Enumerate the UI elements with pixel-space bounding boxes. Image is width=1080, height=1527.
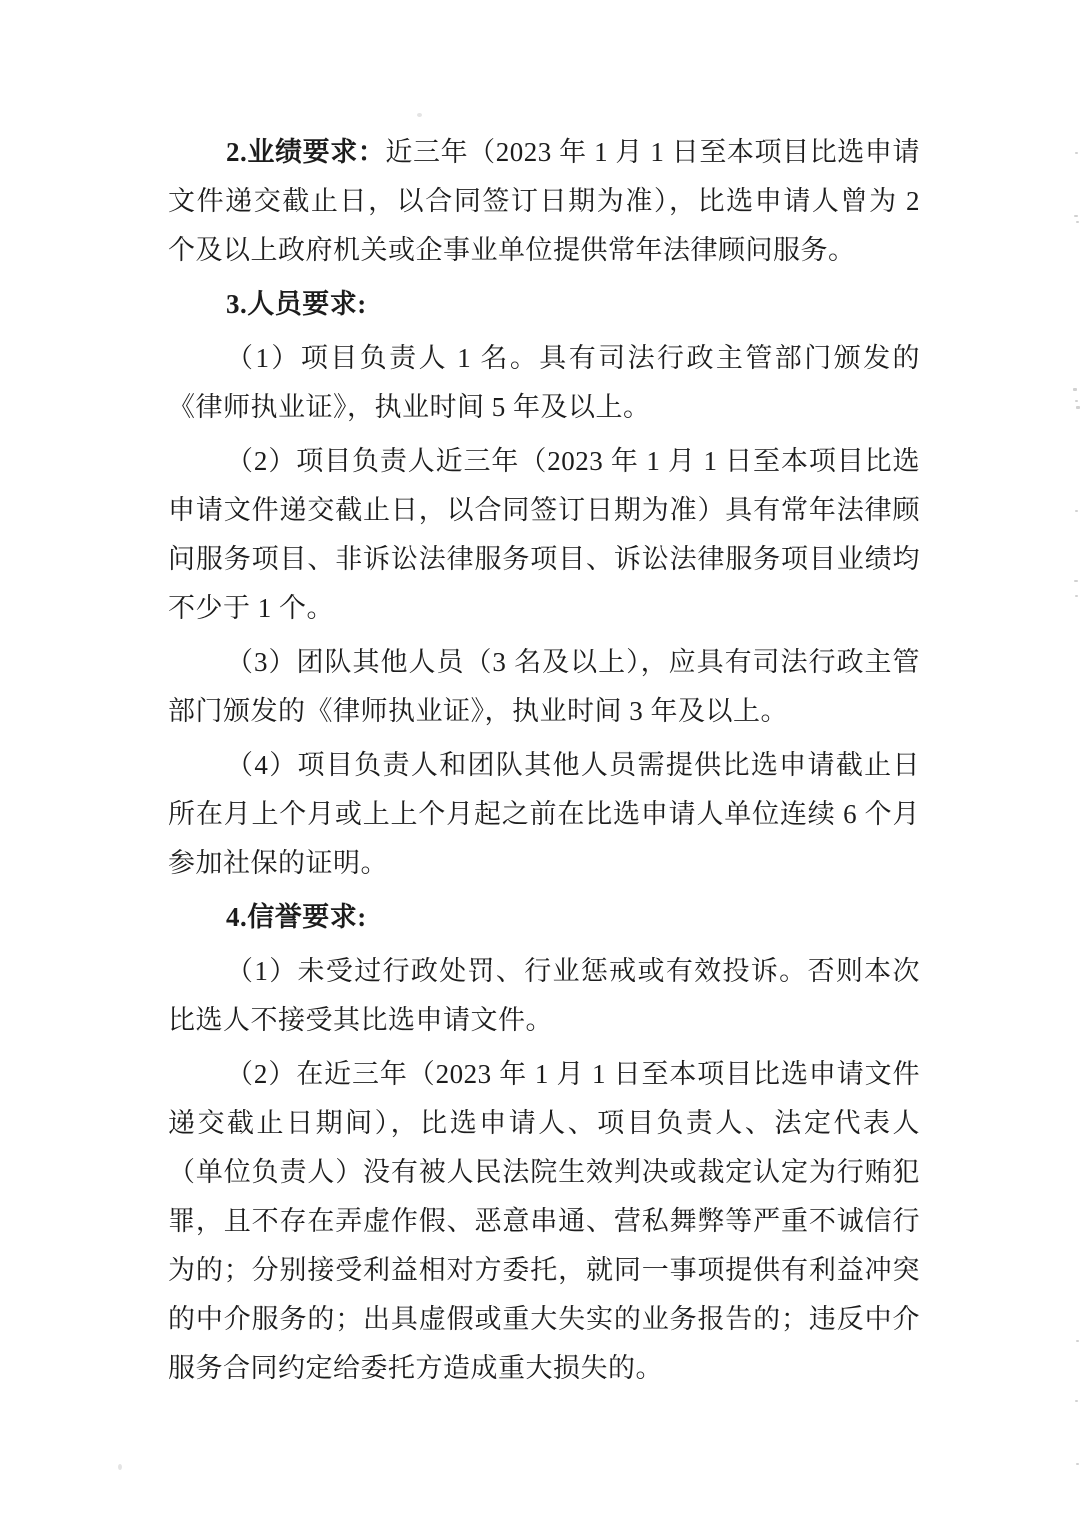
scan-speck (1073, 388, 1077, 391)
clause-credit-2-text: （2）在近三年（2023 年 1 月 1 日至本项目比选申请文件递交截止日期间），比选申请人、项目负责人、法定代表人（单位负责人）没有被人民法院生效判决或裁定认定为行贿犯罪，且不存在弄虚作假、恶意串通、营私舞弊等严重不诚信行为的；分别接受利益相对方委托，就同一事项提供有利益冲突的中介服务的；出具虚假或重大失实的业务报告的；违反中介服务合同约定给委托方造成重大损失的。 (168, 1059, 920, 1383)
clause-personnel-4-text: （4）项目负责人和团队其他人员需提供比选申请截止日所在月上个月或上上个月起之前在比选申请人单位连续 6 个月参加社保的证明。 (168, 750, 920, 878)
scan-speck (1074, 215, 1078, 217)
scan-speck (1075, 595, 1078, 597)
heading-personnel-requirement (168, 280, 920, 329)
clause-personnel-3 (168, 638, 920, 736)
clause-2-lead: 2.业绩要求： (226, 137, 386, 167)
scan-speck (1076, 1463, 1079, 1465)
clause-2-text: 近三年（2023 年 1 月 1 日至本项目比选申请文件递交截止日，以合同签订日期为准），比选申请人曾为 2 个及以上政府机关或企事业单位提供常年法律顾问服务。 (168, 137, 921, 265)
clause-credit-1-text: （1）未受过行政处罚、行业惩戒或有效投诉。否则本次比选人不接受其比选申请文件。 (168, 956, 920, 1035)
scan-smudge (118, 1464, 122, 1470)
clause-credit-1 (168, 947, 920, 1045)
scan-speck (1075, 1400, 1078, 1402)
scan-speck (1076, 406, 1080, 409)
clause-personnel-4 (168, 741, 920, 888)
heading-credit-requirement (168, 893, 920, 942)
scan-speck (1075, 400, 1078, 402)
clause-personnel-1-text: （1）项目负责人 1 名。具有司法行政主管部门颁发的《律师执业证》，执业时间 5 年及以上。 (168, 343, 920, 422)
clause-2-performance-requirement (168, 128, 920, 275)
clause-personnel-3-text: （3）团队其他人员（3 名及以上），应具有司法行政主管部门颁发的《律师执业证》，执业时间 3 年及以上。 (168, 647, 920, 726)
scan-speck (1076, 221, 1079, 223)
scan-speck (1074, 580, 1078, 582)
scan-speck (1076, 1340, 1079, 1342)
heading-personnel-label: 3.人员要求: (226, 289, 367, 319)
clause-personnel-2-text: （2）项目负责人近三年（2023 年 1 月 1 日至本项目比选申请文件递交截止日，以合同签订日期为准）具有常年法律顾问服务项目、非诉讼法律服务项目、诉讼法律服务项目业绩均不少于 1 个。 (168, 446, 920, 623)
scan-smudge (417, 113, 422, 117)
clause-personnel-1 (168, 334, 920, 432)
scan-speck (1075, 510, 1078, 512)
clause-credit-2 (168, 1050, 920, 1393)
document-body (168, 128, 920, 1398)
heading-credit-label: 4.信誉要求: (226, 902, 367, 932)
scan-speck (1075, 152, 1078, 154)
clause-personnel-2 (168, 437, 920, 633)
